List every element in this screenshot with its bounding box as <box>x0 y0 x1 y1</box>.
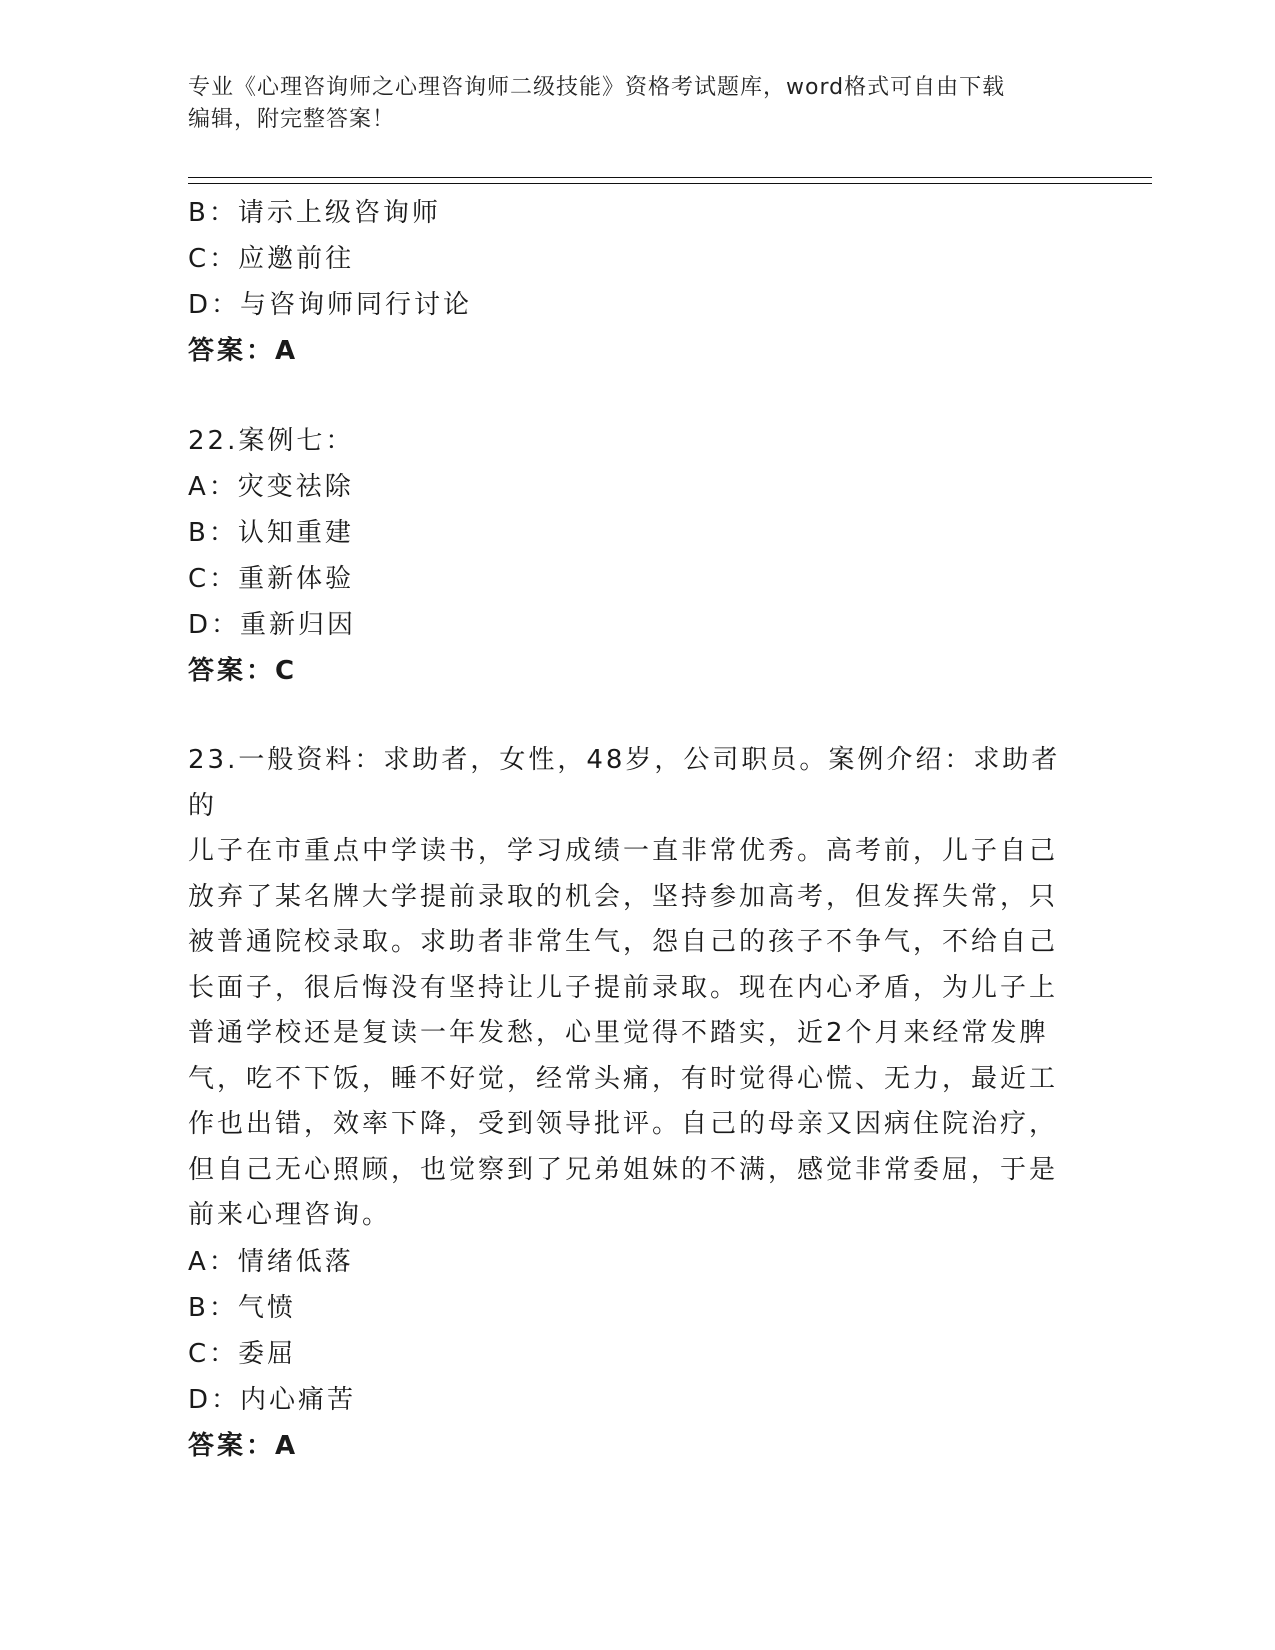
option-b: B：认知重建 <box>188 518 354 548</box>
stem-line: 被普通院校录取。求助者非常生气，怨自己的孩子不争气，不给自己 <box>188 927 1059 957</box>
header-divider <box>188 177 1152 184</box>
stem-line: 23.一般资料：求助者，女性，48岁，公司职员。案例介绍：求助者的 <box>188 745 1061 821</box>
header-title-line-2: 编辑，附完整答案！ <box>188 107 396 132</box>
answer-line: 答案：A <box>188 1430 299 1461</box>
header-title-line-1: 专业《心理咨询师之心理咨询师二级技能》资格考试题库，word格式可自由下载 <box>188 75 1006 100</box>
option-b: B：请示上级咨询师 <box>188 198 441 228</box>
stem-line: 普通学校还是复读一年发愁，心里觉得不踏实，近2个月来经常发脾 <box>188 1018 1049 1048</box>
option-c: C：委屈 <box>188 1338 297 1369</box>
option-d: D：与咨询师同行讨论 <box>188 290 473 320</box>
stem-line: 但自己无心照顾，也觉察到了兄弟姐妹的不满，感觉非常委屈，于是 <box>188 1154 1059 1185</box>
question-22 <box>188 418 1088 694</box>
option-d: D：重新归因 <box>188 610 357 640</box>
option-b: B：气愤 <box>188 1292 296 1323</box>
answer-line: 答案：A <box>188 336 299 366</box>
question-23 <box>188 738 1088 1469</box>
document-header <box>188 72 1068 136</box>
stem-line: 气，吃不下饭，睡不好觉，经常头痛，有时觉得心慌、无力，最近工 <box>188 1063 1059 1094</box>
option-c: C：应邀前往 <box>188 244 355 274</box>
option-c: C：重新体验 <box>188 564 355 594</box>
stem-line: 儿子在市重点中学读书，学习成绩一直非常优秀。高考前，儿子自己 <box>188 836 1059 866</box>
question-content <box>188 190 1088 1469</box>
stem-line: 作也出错，效率下降，受到领导批评。自己的母亲又因病住院治疗， <box>188 1109 1059 1139</box>
option-d: D：内心痛苦 <box>188 1384 357 1415</box>
stem-line: 放弃了某名牌大学提前录取的机会，坚持参加高考，但发挥失常，只 <box>188 881 1059 912</box>
question-stem: 22.案例七： <box>188 426 355 456</box>
spacer <box>188 694 1088 738</box>
answer-line: 答案：C <box>188 656 298 686</box>
option-a: A：灾变祛除 <box>188 472 354 502</box>
stem-line: 前来心理咨询。 <box>188 1200 392 1230</box>
question-21 <box>188 190 1088 374</box>
question-stem <box>188 738 1088 1239</box>
stem-line: 长面子，很后悔没有坚持让儿子提前录取。现在内心矛盾，为儿子上 <box>188 972 1059 1003</box>
spacer <box>188 374 1088 418</box>
option-a: A：情绪低落 <box>188 1246 354 1277</box>
